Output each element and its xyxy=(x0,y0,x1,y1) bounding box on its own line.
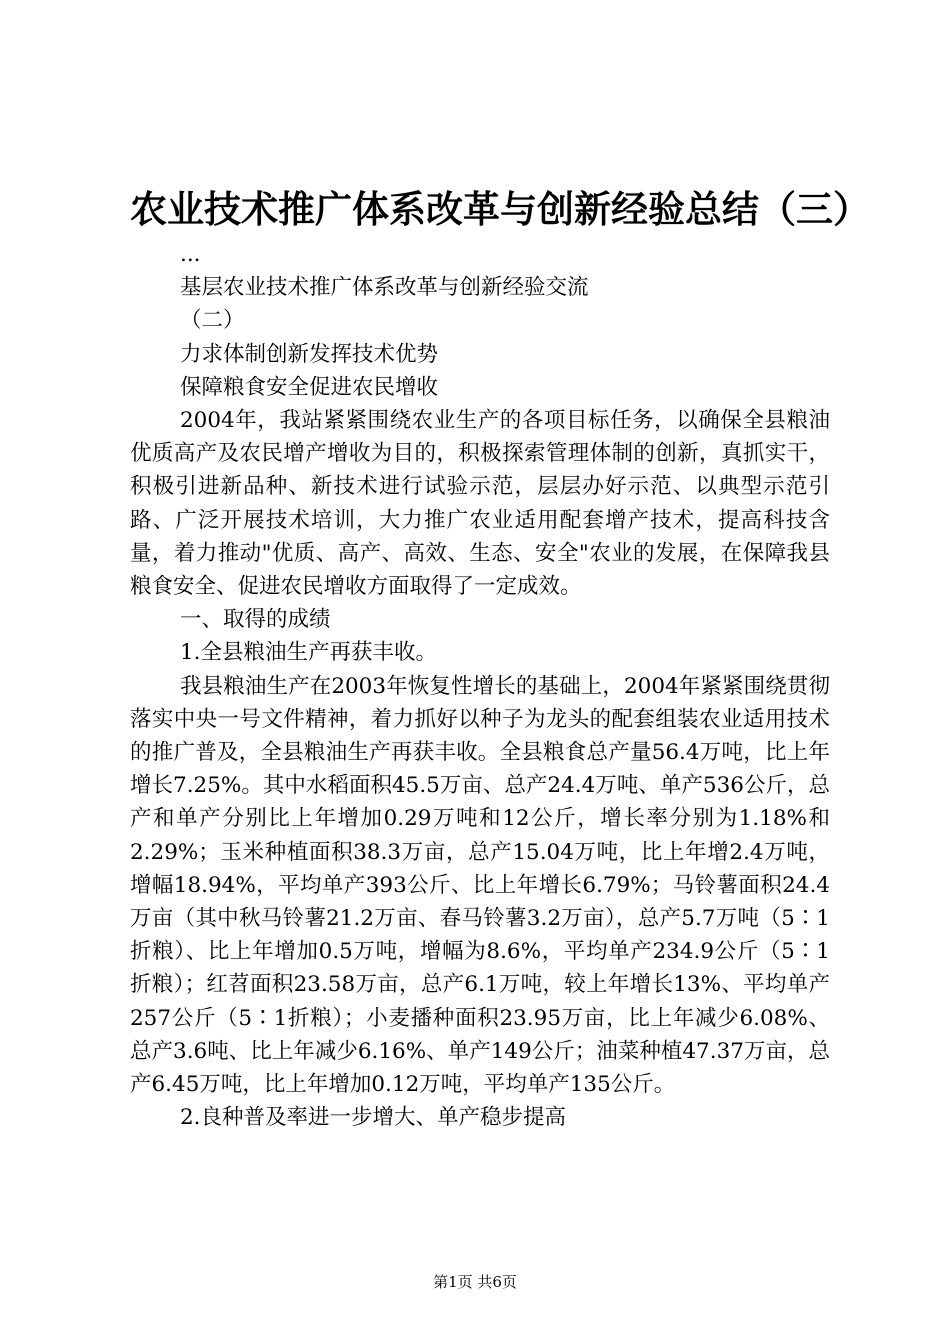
page-footer: 第1页 共6页 xyxy=(433,1273,517,1291)
ellipsis-line: ... xyxy=(180,242,201,267)
document-title: 农业技术推广体系改革与创新经验总结（三） xyxy=(130,187,870,231)
item-1-paragraph: 我县粮油生产在2003年恢复性增长的基础上，2004年紧紧围绕贯彻落实中央一号文件精神，着力抓好以种子为龙头的配套组装农业适用技术的推广普及，全县粮油生产再获丰收。全县粮食总产量56.4万吨，比上年增长7.25%。其中水稻面积45.5万亩、总产24.4万吨、单产536公斤，总产和单产分别比上年增加0.29万吨和12公斤，增长率分别为1.18%和2.29%；玉米种植面积38.3万亩，总产15.04万吨，比上年增2.4万吨，增幅18.94%，平均单产393公斤、比上年增长6.79%；马铃薯面积24.4万亩（其中秋马铃薯21.2万亩、春马铃薯3.2万亩），总产5.7万吨（5∶1折粮）、比上年增加0.5万吨，增幅为8.6%，平均单产234.9公斤（5∶1折粮）；红苕面积23.58万亩，总产6.1万吨，较上年增长13%、平均单产257公斤（5∶1折粮）；小麦播种面积23.95万亩，比上年减少6.08%、总产3.6吨、比上年减少6.16%、单产149公斤；油菜种植47.37万亩，总产6.45万吨，比上年增加0.12万吨，平均单产135公斤。 xyxy=(130,673,830,1098)
slogan-line-1: 力求体制创新发挥技术优势 xyxy=(180,341,439,367)
section-heading: 一、取得的成绩 xyxy=(180,607,331,633)
subtitle: 基层农业技术推广体系改革与创新经验交流 xyxy=(180,275,589,301)
slogan-line-2: 保障粮食安全促进农民增收 xyxy=(180,374,439,400)
intro-paragraph: 2004年，我站紧紧围绕农业生产的各项目标任务，以确保全县粮油优质高产及农民增产增收为目的，积极探索管理体制的创新，真抓实干，积极引进新品种、新技术进行试验示范，层层办好示范、以典型示范引路、广泛开展技术培训，大力推广农业适用配套增产技术，提高科技含量，着力推动"优质、高产、高效、生态、安全"农业的发展，在保障我县粮食安全、促进农民增收方面取得了一定成效。 xyxy=(130,408,830,600)
item-heading-1: 1.全县粮油生产再获丰收。 xyxy=(180,640,438,666)
document-body xyxy=(130,238,830,1134)
item-heading-2: 2.良种普及率进一步增大、单产稳步提高 xyxy=(180,1105,567,1131)
part-number: （二） xyxy=(180,308,245,334)
